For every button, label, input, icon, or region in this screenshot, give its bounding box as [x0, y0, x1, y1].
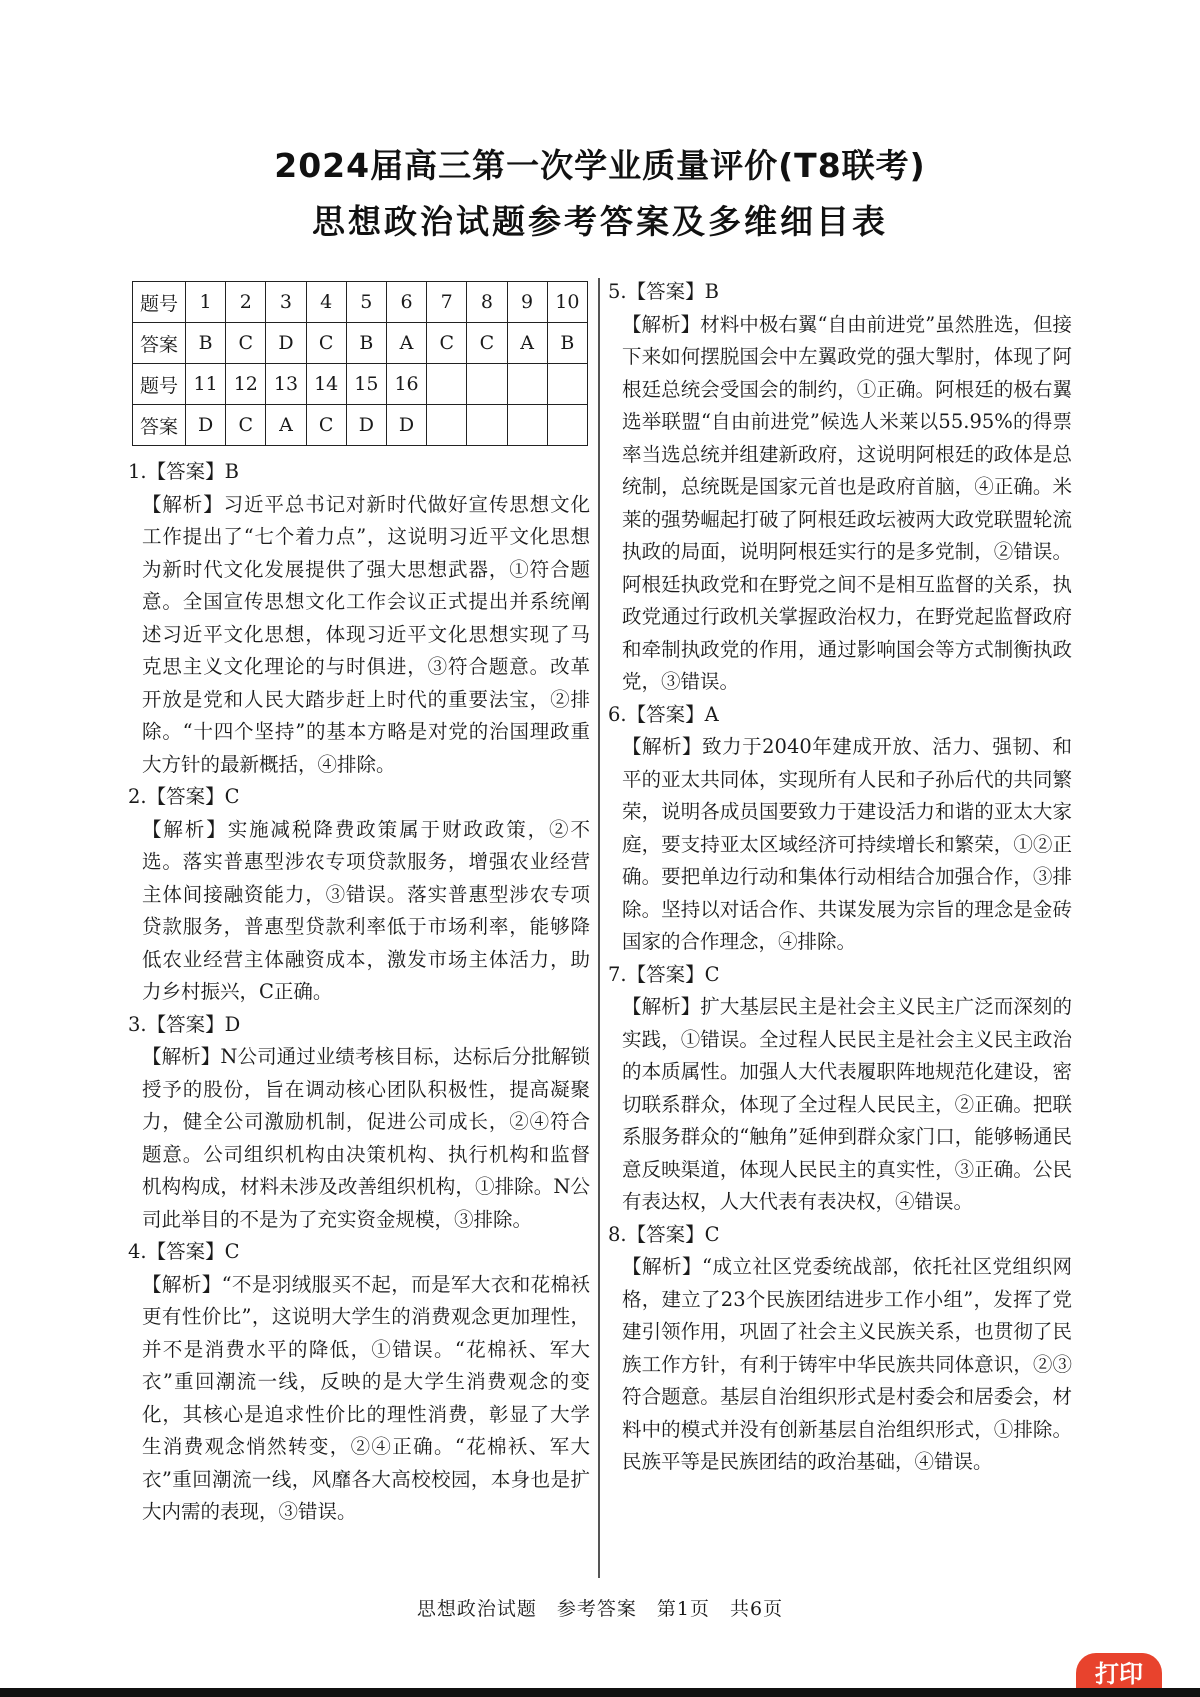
question-answer: 8.【答案】C — [608, 1222, 720, 1246]
table-cell: B — [547, 323, 587, 364]
table-cell — [547, 364, 587, 405]
question-item — [608, 699, 1072, 959]
table-cell: 7 — [427, 282, 467, 323]
table-cell: D — [186, 405, 226, 446]
table-row — [133, 405, 588, 446]
question-answer: 4.【答案】C — [128, 1240, 240, 1263]
question-answer: 6.【答案】A — [608, 702, 719, 726]
table-cell: D — [386, 405, 426, 446]
table-cell: 1 — [186, 282, 226, 323]
question-answer: 1.【答案】B — [128, 460, 239, 483]
left-column — [128, 456, 590, 1529]
table-cell: A — [386, 323, 426, 364]
table-cell: 13 — [266, 364, 306, 405]
question-analysis: 【解析】N公司通过业绩考核目标，达标后分批解锁授予的股份，旨在调动核心团队积极性，提高凝聚力，健全公司激励机制，促进公司成长，②④符合题意。公司组织机构由决策机构、执行机构和监督机构构成，材料未涉及改善组织机构，①排除。N公司此举目的不是为了充实资金规模，③排除。 — [142, 1045, 590, 1231]
table-cell — [427, 364, 467, 405]
table-cell: C — [306, 323, 346, 364]
table-row-header: 答案 — [133, 323, 186, 364]
question-analysis: 【解析】实施减税降费政策属于财政政策，②不选。落实普惠型涉农专项贷款服务，增强农业经营主体间接融资能力，③错误。落实普惠型涉农专项贷款服务，普惠型贷款利率低于市场利率，能够降低农业经营主体融资成本，激发市场主体活力，助力乡村振兴，C正确。 — [142, 817, 590, 1003]
table-cell: B — [346, 323, 386, 364]
question-analysis: 【解析】“不是羽绒服买不起，而是军大衣和花棉袄更有性价比”，这说明大学生的消费观念更加理性，并不是消费水平的降低，①错误。“花棉袄、军大衣”重回潮流一线，反映的是大学生消费观念的变化，其核心是追求性价比的理性消费，彰显了大学生消费观念悄然转变，②④正确。“花棉袄、军大衣”重回潮流一线，风靡各大高校校园，本身也是扩大内需的表现，③错误。 — [142, 1272, 590, 1523]
question-answer: 5.【答案】B — [608, 280, 719, 303]
question-answer: 3.【答案】D — [128, 1012, 241, 1036]
table-cell: 11 — [186, 364, 226, 405]
bottom-bar — [0, 1688, 1200, 1697]
table-cell: B — [186, 323, 226, 364]
table-cell: C — [226, 323, 266, 364]
table-cell — [507, 364, 547, 405]
question-analysis: 【解析】扩大基层民主是社会主义民主广泛而深刻的实践，①错误。全过程人民民主是社会主义民主政治的本质属性。加强人大代表履职阵地规范化建设，密切联系群众，体现了全过程人民民主，②正确。把联系服务群众的“触角”延伸到群众家门口，能够畅通民意反映渠道，体现人民民主的真实性，③正确。公民有表达权，人大代表有表决权，④错误。 — [622, 995, 1072, 1213]
table-cell: D — [346, 405, 386, 446]
table-cell: 8 — [467, 282, 507, 323]
page-title: 2024届高三第一次学业质量评价(T8联考) — [274, 146, 926, 185]
question-item — [608, 959, 1072, 1219]
table-cell: 3 — [266, 282, 306, 323]
table-cell — [547, 405, 587, 446]
table-cell: D — [266, 323, 306, 364]
question-item — [128, 1009, 590, 1237]
table-row — [133, 364, 588, 405]
page-footer: 思想政治试题 参考答案 第1页 共6页 — [416, 1598, 784, 1620]
question-analysis: 【解析】习近平总书记对新时代做好宣传思想文化工作提出了“七个着力点”，这说明习近平文化思想为新时代文化发展提供了强大思想武器，①符合题意。全国宣传思想文化工作会议正式提出并系统阐述习近平文化思想，体现习近平文化思想实现了马克思主义文化理论的与时俱进，③符合题意。改革开放是党和人民大踏步赶上时代的重要法宝，②排除。“十四个坚持”的基本方略是对党的治国理政重大方针的最新概括，④排除。 — [142, 492, 590, 776]
question-item — [608, 276, 1072, 699]
question-item — [128, 1236, 590, 1529]
table-cell: A — [266, 405, 306, 446]
question-item — [128, 456, 590, 781]
page-subtitle: 思想政治试题参考答案及多维细目表 — [312, 202, 888, 241]
answer-table — [132, 281, 588, 446]
table-cell: 6 — [386, 282, 426, 323]
table-cell: 10 — [547, 282, 587, 323]
table-cell — [507, 405, 547, 446]
question-item — [128, 781, 590, 1009]
table-cell — [467, 364, 507, 405]
question-answer: 7.【答案】C — [608, 962, 720, 986]
question-item — [608, 1219, 1072, 1479]
table-cell — [467, 405, 507, 446]
question-answer: 2.【答案】C — [128, 785, 240, 808]
table-cell: 15 — [346, 364, 386, 405]
table-row-header: 题号 — [133, 364, 186, 405]
table-cell: C — [427, 323, 467, 364]
table-cell: 14 — [306, 364, 346, 405]
table-cell — [427, 405, 467, 446]
table-cell: 5 — [346, 282, 386, 323]
table-cell: 12 — [226, 364, 266, 405]
table-cell: C — [226, 405, 266, 446]
right-column — [608, 276, 1072, 1479]
table-cell: 16 — [386, 364, 426, 405]
table-cell: 9 — [507, 282, 547, 323]
question-analysis: 【解析】材料中极右翼“自由前进党”虽然胜选，但接下来如何摆脱国会中左翼政党的强大掣肘，体现了阿根廷总统会受国会的制约，①正确。阿根廷的极右翼选举联盟“自由前进党”候选人米莱以55.95%的得票率当选总统并组建新政府，这说明阿根廷的政体是总统制，总统既是国家元首也是政府首脑，④正确。米莱的强势崛起打破了阿根廷政坛被两大政党联盟轮流执政的局面，说明阿根廷实行的是多党制，②错误。阿根廷执政党和在野党之间不是相互监督的关系，执政党通过行政机关掌握政治权力，在野党起监督政府和牵制执政党的作用，通过影响国会等方式制衡执政党，③错误。 — [622, 312, 1072, 693]
question-analysis: 【解析】“成立社区党委统战部，依托社区党组织网格，建立了23个民族团结进步工作小组”，发挥了党建引领作用，巩固了社会主义民族关系，也贯彻了民族工作方针，有利于铸牢中华民族共同体意识，②③符合题意。基层自治组织形式是村委会和居委会，材料中的模式并没有创新基层自治组织形式，①排除。民族平等是民族团结的政治基础，④错误。 — [622, 1255, 1072, 1473]
question-analysis: 【解析】致力于2040年建成开放、活力、强韧、和平的亚太共同体，实现所有人民和子孙后代的共同繁荣，说明各成员国要致力于建设活力和谐的亚太大家庭，要支持亚太区域经济可持续增长和繁荣，①②正确。要把单边行动和集体行动相结合加强合作，③排除。坚持以对话合作、共谋发展为宗旨的理念是金砖国家的合作理念，④排除。 — [622, 735, 1072, 953]
table-cell: 4 — [306, 282, 346, 323]
table-row-header: 答案 — [133, 405, 186, 446]
table-cell: C — [467, 323, 507, 364]
table-row — [133, 282, 588, 323]
table-cell: A — [507, 323, 547, 364]
table-cell: C — [306, 405, 346, 446]
print-button[interactable]: 打印 — [1076, 1653, 1162, 1693]
table-row-header: 题号 — [133, 282, 186, 323]
table-row — [133, 323, 588, 364]
column-divider — [598, 278, 600, 1578]
table-cell: 2 — [226, 282, 266, 323]
